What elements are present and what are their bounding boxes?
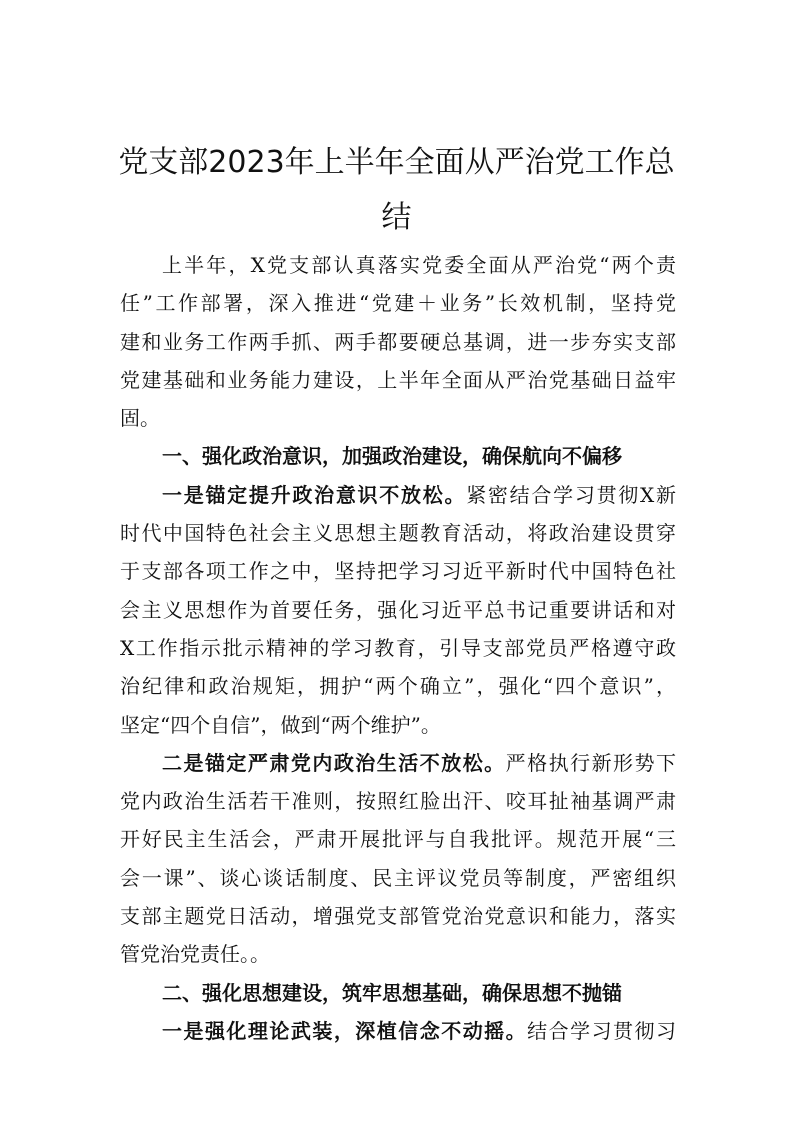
- paragraph-text: 紧密结合学习贯彻X新: [466, 482, 676, 507]
- paragraph-line: 治纪律和政治规矩，拥护“两个确立”，强化“四个意识”，: [120, 674, 676, 699]
- paragraph-text: 严格执行新形势下: [505, 750, 677, 775]
- document-title-line-2: 结: [381, 200, 412, 235]
- section-heading-2: 二、强化思想建设，筑牢思想基础，确保思想不抛锚: [162, 980, 622, 1005]
- paragraph-line: 固。: [120, 406, 160, 431]
- paragraph-line: 上半年，X党支部认真落实党委全面从严治党“两个责: [162, 253, 676, 277]
- paragraph-line: 坚定“四个自信”，做到“两个维护”。: [120, 712, 441, 737]
- paragraph-line: 建和业务工作两手抓、两手都要硬总基调，进一步夯实支部: [120, 329, 676, 354]
- paragraph-line: 开好民主生活会，严肃开展批评与自我批评。规范开展“三: [120, 827, 676, 852]
- paragraph-line: 会主义思想作为首要任务，强化习近平总书记重要讲话和对: [120, 597, 676, 622]
- paragraph-line: X工作指示批示精神的学习教育，引导支部党员严格遵守政: [120, 635, 676, 660]
- section-heading-1: 一、强化政治意识，加强政治建设，确保航向不偏移: [162, 444, 622, 469]
- paragraph-line: 时代中国特色社会主义思想主题教育活动，将政治建设贯穿: [120, 521, 676, 546]
- lead-sentence: 二是锚定严肃党内政治生活不放松。: [162, 750, 506, 775]
- paragraph-line: 党建基础和业务能力建设，上半年全面从严治党基础日益牢: [120, 367, 676, 392]
- document-body: [120, 246, 676, 1050]
- paragraph-line: 任”工作部署，深入推进“党建＋业务”长效机制，坚持党: [120, 291, 676, 316]
- paragraph-line: 支部主题党日活动，增强党支部管党治党意识和能力，落实: [120, 904, 676, 929]
- paragraph-text: 结合学习贯彻习: [527, 1018, 677, 1043]
- paragraph-line: 管党治党责任。。: [120, 942, 270, 967]
- lead-sentence: 一是强化理论武装，深植信念不动摇。: [162, 1018, 528, 1043]
- paragraph-line: [120, 476, 676, 514]
- paragraph-line: [120, 1012, 676, 1050]
- paragraph-line: [120, 744, 676, 782]
- paragraph-line: 于支部各项工作之中，坚持把学习习近平新时代中国特色社: [120, 559, 676, 584]
- paragraph-line: 会一课”、谈心谈话制度、民主评议党员等制度，严密组织: [120, 865, 676, 890]
- paragraph-line: 党内政治生活若干准则，按照红脸出汗、咬耳扯袖基调严肃: [120, 789, 676, 814]
- document-title-line-1: 党支部2023年上半年全面从严治党工作总: [118, 145, 675, 180]
- lead-sentence: 一是锚定提升政治意识不放松。: [162, 482, 467, 507]
